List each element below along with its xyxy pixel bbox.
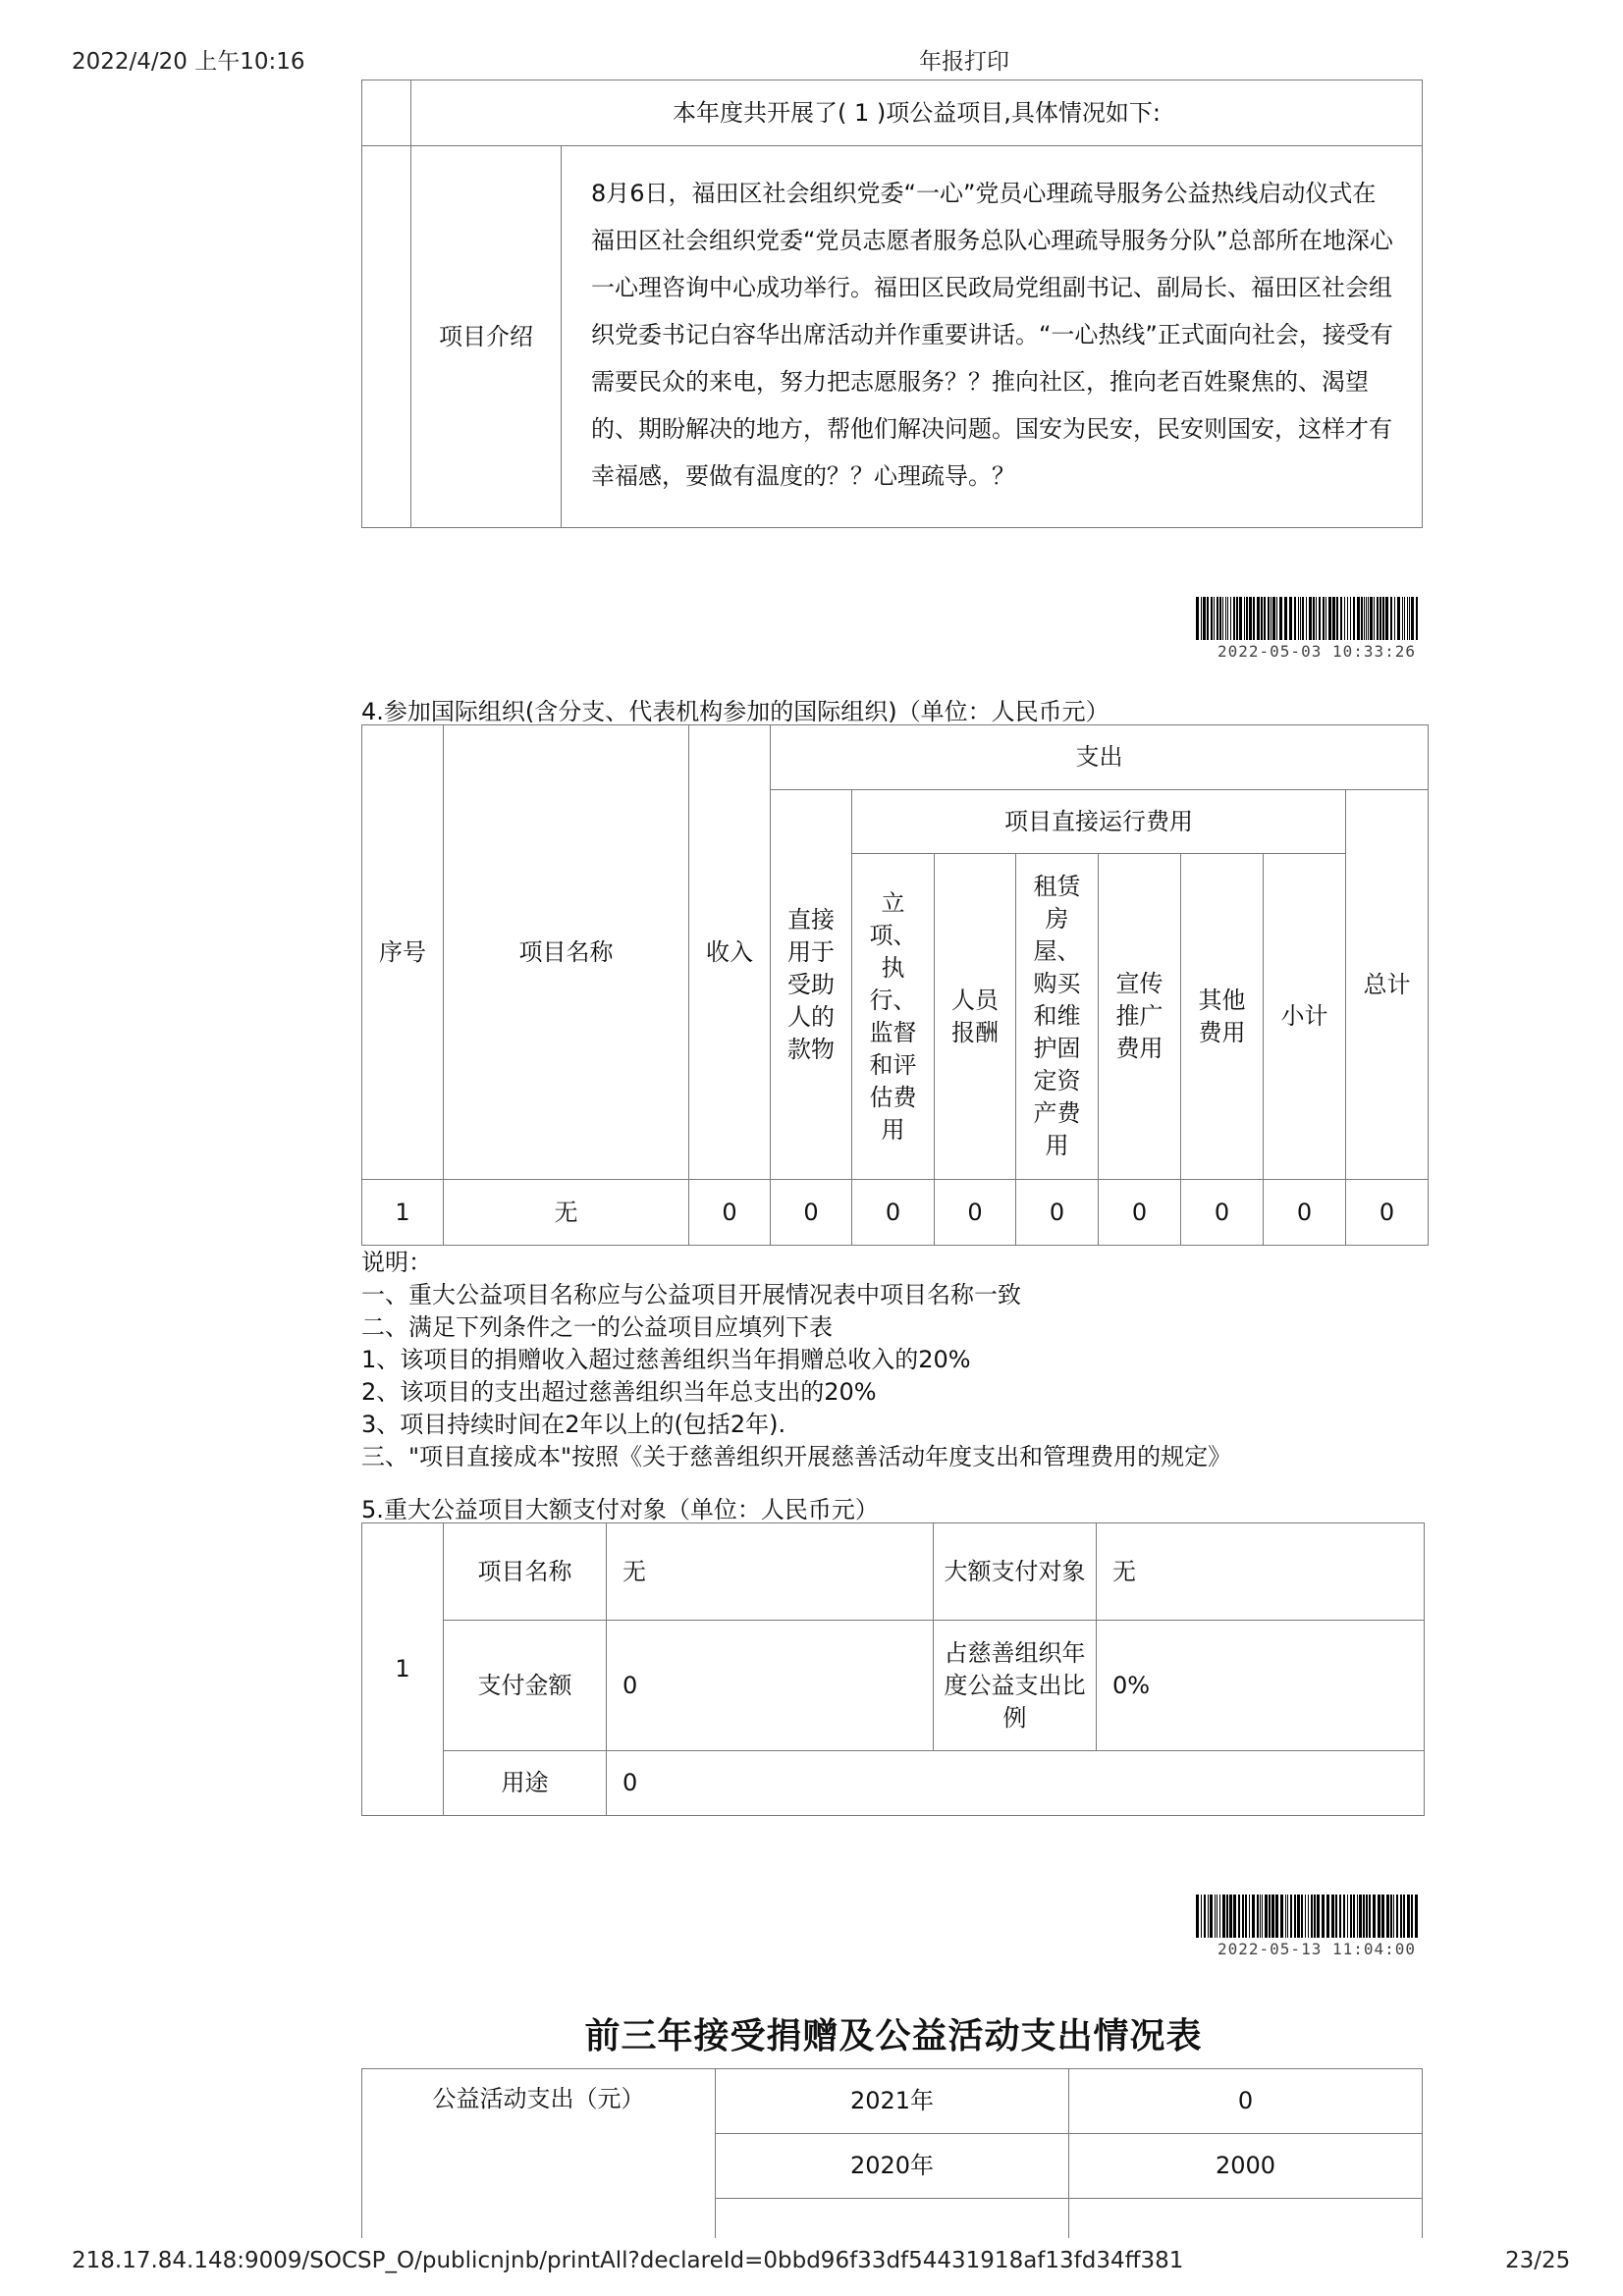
barcode-bar [1364, 597, 1365, 640]
barcode-bar [1290, 1895, 1292, 1938]
barcode-bar [1262, 1895, 1263, 1938]
page-number: 23/25 [1505, 2248, 1571, 2273]
barcode-bar [1246, 597, 1248, 640]
barcode-bar [1325, 597, 1326, 640]
barcode-bar [1357, 1895, 1358, 1938]
barcode-bar [1261, 597, 1263, 640]
intro-summary: 本年度共开展了( 1 )项公益项目,具体情况如下: [411, 80, 1423, 146]
barcode-bar [1322, 1895, 1325, 1938]
header-subtotal: 小计 [1264, 854, 1346, 1180]
note-line: 三、"项目直接成本"按照《关于慈善组织开展慈善活动年度支出和管理费用的规定》 [361, 1443, 1232, 1470]
barcode-bar [1340, 597, 1342, 640]
barcode-bar [1279, 597, 1282, 640]
barcode-bar [1275, 1895, 1278, 1938]
barcode-bar [1287, 1895, 1288, 1938]
barcode-bar [1373, 1895, 1376, 1938]
barcode-bar [1350, 1895, 1352, 1938]
header-project-name: 项目名称 [444, 725, 689, 1180]
header-other: 其他费用 [1181, 854, 1264, 1180]
intro-blank-cell [362, 80, 411, 146]
barcode-bar [1196, 597, 1199, 640]
barcode-bar [1339, 1895, 1341, 1938]
barcode-bar [1305, 1895, 1306, 1938]
barcode-bar [1285, 1895, 1286, 1938]
barcode-bar [1328, 597, 1331, 640]
payment-ratio-label: 占慈善组织年度公益支出比例 [934, 1621, 1097, 1751]
barcode-bar [1314, 1895, 1316, 1938]
barcode-date: 2022-05-13 11:04:00 [1217, 1940, 1417, 1958]
barcode-bar [1280, 1895, 1283, 1938]
barcode-bar [1347, 1895, 1348, 1938]
barcode-bar [1359, 1895, 1362, 1938]
barcode-bar [1249, 1895, 1250, 1938]
barcode-bar [1350, 597, 1351, 640]
barcode-bar [1370, 597, 1373, 640]
barcode-bar [1239, 597, 1242, 640]
barcode-bar [1416, 597, 1418, 640]
barcode-image [1196, 597, 1422, 640]
barcode-bar [1219, 1895, 1220, 1938]
barcode-bar [1382, 597, 1384, 640]
barcode-bar [1386, 1895, 1389, 1938]
barcode-bar [1380, 597, 1381, 640]
barcode-bar [1393, 1895, 1394, 1938]
barcode-bar [1265, 1895, 1268, 1938]
section5-title: 5.重大公益项目大额支付对象（单位：人民币元） [361, 1496, 879, 1523]
barcode-bar [1331, 1895, 1334, 1938]
barcode-bar [1215, 1895, 1216, 1938]
cell-promo: 0 [1099, 1180, 1181, 1246]
barcode-bar [1294, 597, 1296, 640]
barcode-bar [1323, 597, 1325, 640]
three-year-title: 前三年接受捐赠及公益活动支出情况表 [584, 2016, 1203, 2056]
section4-title: 4.参加国际组织(含分支、代表机构参加的国际组织)（单位：人民币元） [361, 698, 1109, 725]
note-line: 一、重大公益项目名称应与公益项目开展情况表中项目名称一致 [361, 1281, 1021, 1308]
barcode-bar [1300, 597, 1301, 640]
barcode-bar [1409, 597, 1410, 640]
barcode-bar [1411, 1895, 1413, 1938]
barcode-bar [1369, 1895, 1371, 1938]
cell-income: 0 [689, 1180, 771, 1246]
barcode-bar [1208, 1895, 1209, 1938]
barcode-bar [1225, 597, 1226, 640]
barcode-bar [1353, 1895, 1355, 1938]
barcode-bar [1226, 1895, 1228, 1938]
barcode-bar [1211, 597, 1213, 640]
intro-text: 8月6日，福田区社会组织党委“一心”党员心理疏导服务公益热线启动仪式在福田区社会组织党委“党员志愿者服务总队心理疏导服务分队”总部所在地深心一心理咨询中心成功举行。福田区民政局党组副书记、副局长、福田区社会组织党委书记白容华出席活动并作重要讲话。“一心热线”正式面向社会，接受有需要民众的来电，努力把志愿服务？？推向社区，推向老百姓聚焦的、渴望的、期盼解决的地方，帮他们解决问题。国安为民安，民安则国安，这样才有幸福感，要做有温度的？？心理疏导。？ [562, 146, 1423, 528]
barcode-bar [1298, 597, 1299, 640]
year-cell: 2021年 [716, 2069, 1069, 2134]
barcode-date: 2022-05-03 10:33:26 [1217, 642, 1417, 661]
barcode-bar [1227, 597, 1228, 640]
barcode-bar [1390, 1895, 1392, 1938]
barcode-bar [1269, 1895, 1271, 1938]
barcode-bar [1403, 1895, 1405, 1938]
large-payment-table [361, 1522, 1425, 1816]
note-line: 说明： [361, 1249, 432, 1276]
barcode-bar [1335, 1895, 1337, 1938]
barcode-bar [1309, 597, 1312, 640]
barcode-bar [1272, 597, 1275, 640]
barcode-bar [1238, 1895, 1240, 1938]
barcode-bar [1402, 597, 1403, 640]
barcode-bar [1343, 1895, 1345, 1938]
barcode-bar [1297, 1895, 1300, 1938]
barcode-bar [1407, 1895, 1410, 1938]
barcode-bar [1326, 1895, 1329, 1938]
barcode-bar [1381, 1895, 1384, 1938]
value-cell: 2000 [1069, 2134, 1423, 2199]
cell-seq: 1 [362, 1180, 444, 1246]
note-line: 二、满足下列条件之一的公益项目应填列下表 [361, 1313, 833, 1341]
print-datetime: 2022/4/20 上午10:16 [72, 49, 305, 75]
project-intro-table [361, 80, 1423, 528]
barcode-bar [1207, 597, 1209, 640]
note-line: 3、项目持续时间在2年以上的(包括2年). [361, 1411, 786, 1438]
barcode-bar [1222, 597, 1223, 640]
header-direct-run: 项目直接运行费用 [852, 790, 1346, 854]
intro-blank-cell [362, 146, 411, 528]
barcode-bar [1271, 1895, 1274, 1938]
barcode-bar [1415, 1895, 1418, 1938]
three-year-table [361, 2068, 1423, 2238]
barcode-bar [1233, 597, 1235, 640]
barcode-bar [1407, 597, 1408, 640]
barcode-bar [1301, 1895, 1303, 1938]
barcode-bar [1210, 1895, 1213, 1938]
barcode-bar [1332, 597, 1335, 640]
print-url: 218.17.84.148:9009/SOCSP_O/publicnjnb/printAll?declareId=0bbd96f33df54431918af13fd34ff381 [72, 2248, 1184, 2273]
cell-staff: 0 [935, 1180, 1016, 1246]
header-approval: 立项、执行、监督和评估费用 [852, 854, 935, 1180]
barcode-bar [1404, 597, 1405, 640]
intl-org-table [361, 724, 1429, 1246]
barcode-bar [1264, 597, 1266, 640]
barcode-bar [1214, 597, 1215, 640]
barcode-bar [1347, 597, 1348, 640]
barcode-bar [1396, 1895, 1398, 1938]
barcode-bar [1236, 597, 1238, 640]
barcode-bar [1361, 597, 1363, 640]
header-staff: 人员报酬 [935, 854, 1016, 1180]
year-cell-empty [716, 2199, 1069, 2238]
barcode-bar [1411, 597, 1414, 640]
header-income: 收入 [689, 725, 771, 1180]
barcode-bar [1374, 597, 1375, 640]
barcode-bar [1252, 1895, 1255, 1938]
cell-direct-aid: 0 [771, 1180, 852, 1246]
header-total: 总计 [1346, 790, 1429, 1180]
value-cell: 0 [1069, 2069, 1423, 2134]
note-line: 1、该项目的捐赠收入超过慈善组织当年捐赠总收入的20% [361, 1346, 971, 1373]
barcode-bar [1316, 597, 1317, 640]
payment-amount-value: 0 [607, 1621, 934, 1751]
barcode-bar [1257, 1895, 1259, 1938]
barcode-bar [1249, 597, 1252, 640]
barcode-bar [1397, 597, 1400, 640]
barcode-bar [1390, 597, 1392, 640]
cell-total: 0 [1346, 1180, 1429, 1246]
barcode-bar [1217, 597, 1218, 640]
barcode-bar [1201, 597, 1202, 640]
barcode-bar [1363, 1895, 1365, 1938]
header-rent: 租赁房屋、购买和维护固定资产费用 [1016, 854, 1099, 1180]
barcode-image [1196, 1895, 1422, 1938]
barcode-bar [1302, 597, 1304, 640]
barcode-bar [1313, 597, 1315, 640]
barcode-bar [1276, 597, 1277, 640]
barcode-bar [1201, 1895, 1202, 1938]
barcode-bar [1378, 1895, 1380, 1938]
payment-use-label: 用途 [444, 1751, 607, 1816]
payment-name-value: 无 [607, 1523, 934, 1621]
barcode-bar [1366, 1895, 1368, 1938]
barcode-bar [1253, 597, 1255, 640]
expense-label: 公益活动支出（元） [362, 2069, 716, 2238]
payment-seq: 1 [362, 1523, 444, 1816]
barcode-bar [1306, 597, 1307, 640]
barcode-bar [1311, 1895, 1313, 1938]
cell-rent: 0 [1016, 1180, 1099, 1246]
barcode-bar [1219, 597, 1221, 640]
barcode-bar [1244, 597, 1245, 640]
cell-subtotal: 0 [1264, 1180, 1346, 1246]
notes-block [361, 1247, 1231, 1473]
cell-other: 0 [1181, 1180, 1264, 1246]
payment-payee-value: 无 [1097, 1523, 1425, 1621]
barcode-bar [1204, 1895, 1206, 1938]
barcode-bar [1196, 1895, 1199, 1938]
barcode-bar [1289, 597, 1292, 640]
payment-ratio-value: 0% [1097, 1621, 1425, 1751]
payment-payee-label: 大额支付对象 [934, 1523, 1097, 1621]
barcode-bar [1294, 1895, 1296, 1938]
barcode-bar [1368, 597, 1369, 640]
barcode-bar [1257, 597, 1260, 640]
value-cell-empty [1069, 2199, 1423, 2238]
barcode-bar [1229, 1895, 1232, 1938]
barcode-bar [1242, 1895, 1244, 1938]
cell-project-name: 无 [444, 1180, 689, 1246]
barcode-bar [1319, 597, 1321, 640]
barcode-bar [1317, 1895, 1320, 1938]
barcode-bar [1336, 597, 1338, 640]
barcode-bar [1377, 597, 1379, 640]
barcode-bar [1400, 1895, 1402, 1938]
barcode-bar [1308, 1895, 1309, 1938]
year-cell: 2020年 [716, 2134, 1069, 2199]
cell-approval: 0 [852, 1180, 935, 1246]
barcode-bar [1233, 1895, 1236, 1938]
payment-name-label: 项目名称 [444, 1523, 607, 1621]
barcode-bar [1385, 597, 1388, 640]
header-direct-aid: 直接用于受助人的款物 [771, 790, 852, 1180]
barcode-bar [1394, 597, 1395, 640]
barcode-bar [1357, 597, 1360, 640]
header-seq: 序号 [362, 725, 444, 1180]
barcode-bar [1344, 597, 1345, 640]
barcode-bar [1260, 1895, 1261, 1938]
barcode-bar [1353, 597, 1355, 640]
print-title: 年报打印 [919, 49, 1009, 75]
payment-amount-label: 支付金额 [444, 1621, 607, 1751]
payment-use-value: 0 [607, 1751, 1425, 1816]
header-expense: 支出 [771, 725, 1429, 790]
note-line: 2、该项目的支出超过慈善组织当年总支出的20% [361, 1378, 877, 1406]
barcode-bar [1230, 597, 1231, 640]
barcode-bar [1222, 1895, 1225, 1938]
intro-label: 项目介绍 [411, 146, 562, 528]
barcode-bar [1366, 597, 1367, 640]
barcode-bar [1284, 597, 1287, 640]
header-promo: 宣传推广费用 [1099, 854, 1181, 1180]
barcode-bar [1268, 597, 1270, 640]
barcode-bar [1245, 1895, 1247, 1938]
barcode-bar [1203, 597, 1206, 640]
